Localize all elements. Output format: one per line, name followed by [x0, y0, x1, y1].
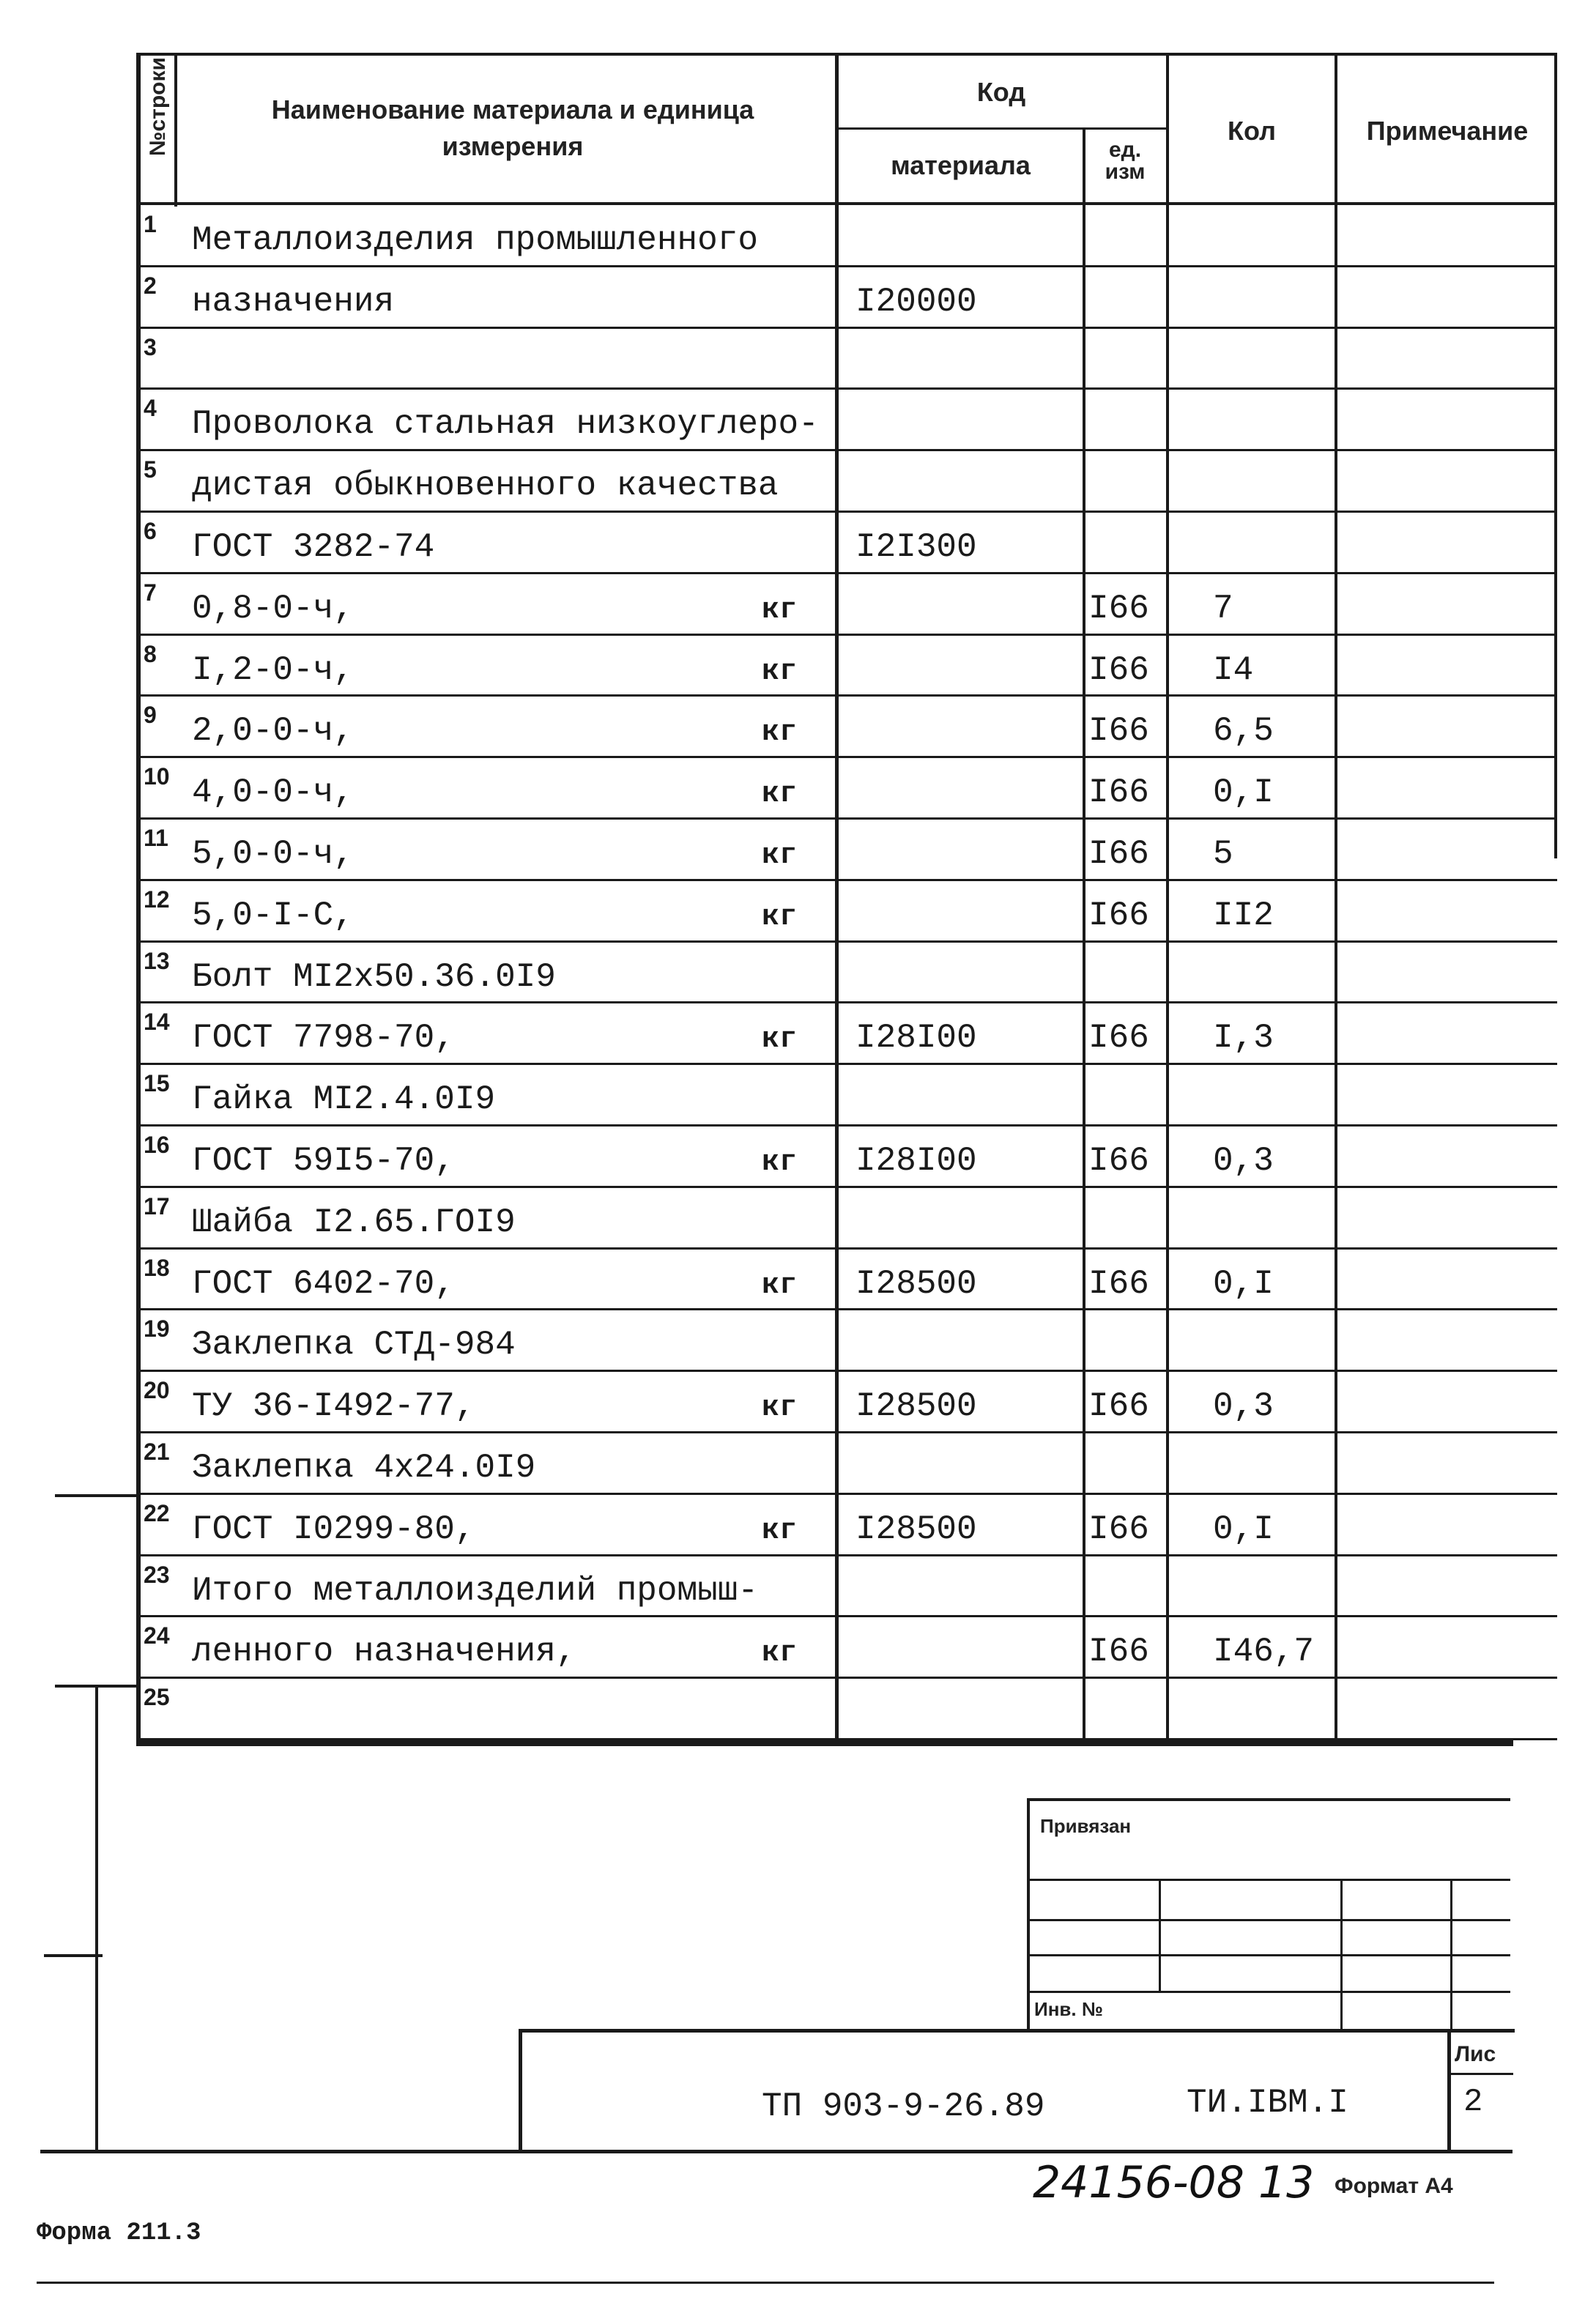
- row-number: 25: [144, 1684, 170, 1711]
- material-name: Металлоизделия промышленного: [192, 221, 758, 259]
- stamp-privyazan: Привязан: [1040, 1815, 1132, 1837]
- stamp-inv-no: Инв. №: [1034, 1998, 1103, 2020]
- unit-code: I66: [1088, 896, 1149, 935]
- unit-label: кг: [762, 1023, 798, 1057]
- stamp-doc-mark: ТИ.IBM.I: [1187, 2084, 1348, 2122]
- row-separator: [136, 265, 1557, 267]
- row-number: 3: [144, 333, 157, 360]
- unit-code: I66: [1088, 1510, 1149, 1548]
- header-name: [220, 92, 806, 165]
- row-number: 16: [144, 1132, 170, 1158]
- header-row-no: №строки: [146, 57, 170, 156]
- row-separator: [136, 1370, 1557, 1372]
- quantity: 0,3: [1213, 1142, 1274, 1180]
- material-name: ГОСТ 59I5-70,: [192, 1142, 455, 1180]
- material-code: I28500: [855, 1510, 977, 1548]
- row-number: 12: [144, 886, 170, 913]
- header-code: Код: [976, 77, 1026, 107]
- unit-code: I66: [1088, 1633, 1149, 1671]
- unit-label: кг: [762, 1392, 798, 1425]
- quantity: 5: [1213, 835, 1233, 873]
- unit-code: I66: [1088, 712, 1149, 751]
- row-number: 4: [144, 395, 157, 422]
- unit-code: I66: [1088, 1264, 1149, 1303]
- unit-label: кг: [762, 655, 798, 689]
- material-name: дистая обыкновенного качества: [192, 467, 779, 505]
- bottom-rule: [37, 2282, 1494, 2284]
- row-separator: [136, 756, 1557, 758]
- material-name: Болт MI2x50.36.0I9: [192, 957, 556, 996]
- row-number: 24: [144, 1622, 170, 1649]
- row-number: 1: [144, 211, 157, 237]
- row-number: 9: [144, 702, 157, 729]
- material-name: Заклепка СТД-984: [192, 1326, 516, 1365]
- unit-code: I66: [1088, 835, 1149, 873]
- row-number: 14: [144, 1009, 170, 1036]
- row-number: 20: [144, 1377, 170, 1404]
- header-code-unit: ед. изм: [1105, 138, 1146, 184]
- row-separator: [136, 1001, 1557, 1003]
- row-number: 19: [144, 1315, 170, 1343]
- row-number: 11: [144, 825, 168, 851]
- header-note: Примечание: [1366, 116, 1529, 146]
- quantity: 6,5: [1213, 712, 1274, 751]
- material-name: Проволока стальная низкоуглеро-: [192, 405, 819, 444]
- stamp-doc-code: ТП 903-9-26.89: [762, 2087, 1045, 2126]
- row-separator: [136, 634, 1557, 636]
- quantity: 0,I: [1213, 1510, 1274, 1548]
- material-name: Заклепка 4x24.0I9: [192, 1449, 536, 1487]
- row-separator: [136, 1554, 1557, 1556]
- unit-label: кг: [762, 1637, 798, 1671]
- unit-code: I66: [1088, 773, 1149, 812]
- unit-code: I66: [1088, 650, 1149, 689]
- material-name: ленного назначения,: [192, 1633, 576, 1671]
- material-name: 5,0-0-ч,: [192, 835, 354, 873]
- quantity: I4: [1213, 650, 1254, 689]
- row-separator: [136, 449, 1557, 451]
- row-separator: [136, 1308, 1557, 1310]
- header-code-material: материала: [891, 150, 1031, 180]
- material-name: 2,0-0-ч,: [192, 712, 354, 751]
- quantity: I46,7: [1213, 1633, 1315, 1671]
- row-separator: [136, 1247, 1557, 1250]
- row-separator: [136, 1124, 1557, 1127]
- margin-line: [95, 1685, 98, 2153]
- row-number: 7: [144, 579, 157, 606]
- row-separator: [136, 1186, 1557, 1188]
- material-name: Шайба I2.65.ГОI9: [192, 1203, 516, 1241]
- row-separator: [136, 511, 1557, 513]
- quantity: II2: [1213, 896, 1274, 935]
- material-name: I,2-0-ч,: [192, 650, 354, 689]
- unit-code: I66: [1088, 1387, 1149, 1426]
- material-code: I28500: [855, 1264, 977, 1303]
- stamp-sheet-label: Лис: [1455, 2042, 1496, 2066]
- quantity: 0,I: [1213, 1264, 1274, 1303]
- row-separator: [136, 1431, 1557, 1433]
- material-name: ТУ 36-I492-77,: [192, 1387, 475, 1426]
- material-code: I20000: [855, 282, 977, 321]
- row-number: 18: [144, 1254, 170, 1281]
- unit-label: кг: [762, 900, 798, 934]
- material-code: I28500: [855, 1387, 977, 1426]
- row-number: 22: [144, 1499, 170, 1526]
- row-separator: [136, 1677, 1557, 1679]
- row-number: 17: [144, 1192, 170, 1220]
- row-number: 15: [144, 1070, 170, 1097]
- margin-mark: [44, 1954, 103, 1957]
- unit-label: кг: [762, 1146, 798, 1179]
- unit-code: I66: [1088, 589, 1149, 628]
- form-label: Форма 211.3: [37, 2219, 201, 2247]
- row-separator: [136, 1738, 1557, 1740]
- unit-label: кг: [762, 839, 798, 872]
- row-separator: [136, 1615, 1557, 1617]
- row-number: 13: [144, 947, 170, 974]
- material-name: Гайка MI2.4.0I9: [192, 1080, 496, 1119]
- row-separator: [136, 817, 1557, 820]
- row-separator: [136, 572, 1557, 574]
- row-number: 23: [144, 1561, 170, 1588]
- row-separator: [136, 694, 1557, 697]
- quantity: 0,I: [1213, 773, 1274, 812]
- row-number: 8: [144, 640, 157, 667]
- material-code: I28I00: [855, 1142, 977, 1180]
- unit-label: кг: [762, 1269, 798, 1302]
- unit-label: кг: [762, 1514, 798, 1548]
- format-label: Формат А4: [1335, 2174, 1453, 2198]
- material-name: Итого металлоизделий промыш-: [192, 1571, 758, 1610]
- material-name: 5,0-I-С,: [192, 896, 354, 935]
- row-separator: [136, 1063, 1557, 1065]
- row-number: 5: [144, 456, 157, 483]
- quantity: 7: [1213, 589, 1233, 628]
- row-separator: [136, 1493, 1557, 1495]
- material-name: назначения: [192, 282, 395, 321]
- material-name: 4,0-0-ч,: [192, 773, 354, 812]
- material-name: ГОСТ 7798-70,: [192, 1019, 455, 1058]
- material-name: 0,8-0-ч,: [192, 589, 354, 628]
- material-name: ГОСТ 6402-70,: [192, 1264, 455, 1303]
- row-separator: [136, 879, 1557, 881]
- material-code: I28I00: [855, 1019, 977, 1058]
- material-name: ГОСТ I0299-80,: [192, 1510, 475, 1548]
- unit-label: кг: [762, 778, 798, 812]
- handwritten-number: 24156-08 13: [1033, 2157, 1315, 2208]
- row-separator: [136, 387, 1557, 390]
- row-number: 10: [144, 763, 170, 790]
- row-number: 21: [144, 1439, 170, 1465]
- header-name-text: Наименование материала и единица измерения: [271, 94, 754, 161]
- unit-code: I66: [1088, 1142, 1149, 1180]
- header-qty: Кол: [1228, 116, 1276, 146]
- quantity: I,3: [1213, 1019, 1274, 1058]
- row-separator: [136, 327, 1557, 329]
- unit-code: I66: [1088, 1019, 1149, 1058]
- quantity: 0,3: [1213, 1387, 1274, 1426]
- row-number: 2: [144, 272, 157, 299]
- unit-label: кг: [762, 716, 798, 750]
- unit-label: кг: [762, 593, 798, 627]
- material-code: I2I300: [855, 528, 977, 566]
- row-separator: [136, 940, 1557, 943]
- margin-mark: [55, 1494, 139, 1497]
- material-name: ГОСТ 3282-74: [192, 528, 435, 566]
- row-number: 6: [144, 518, 157, 544]
- stamp-sheet-no: 2: [1463, 2084, 1483, 2120]
